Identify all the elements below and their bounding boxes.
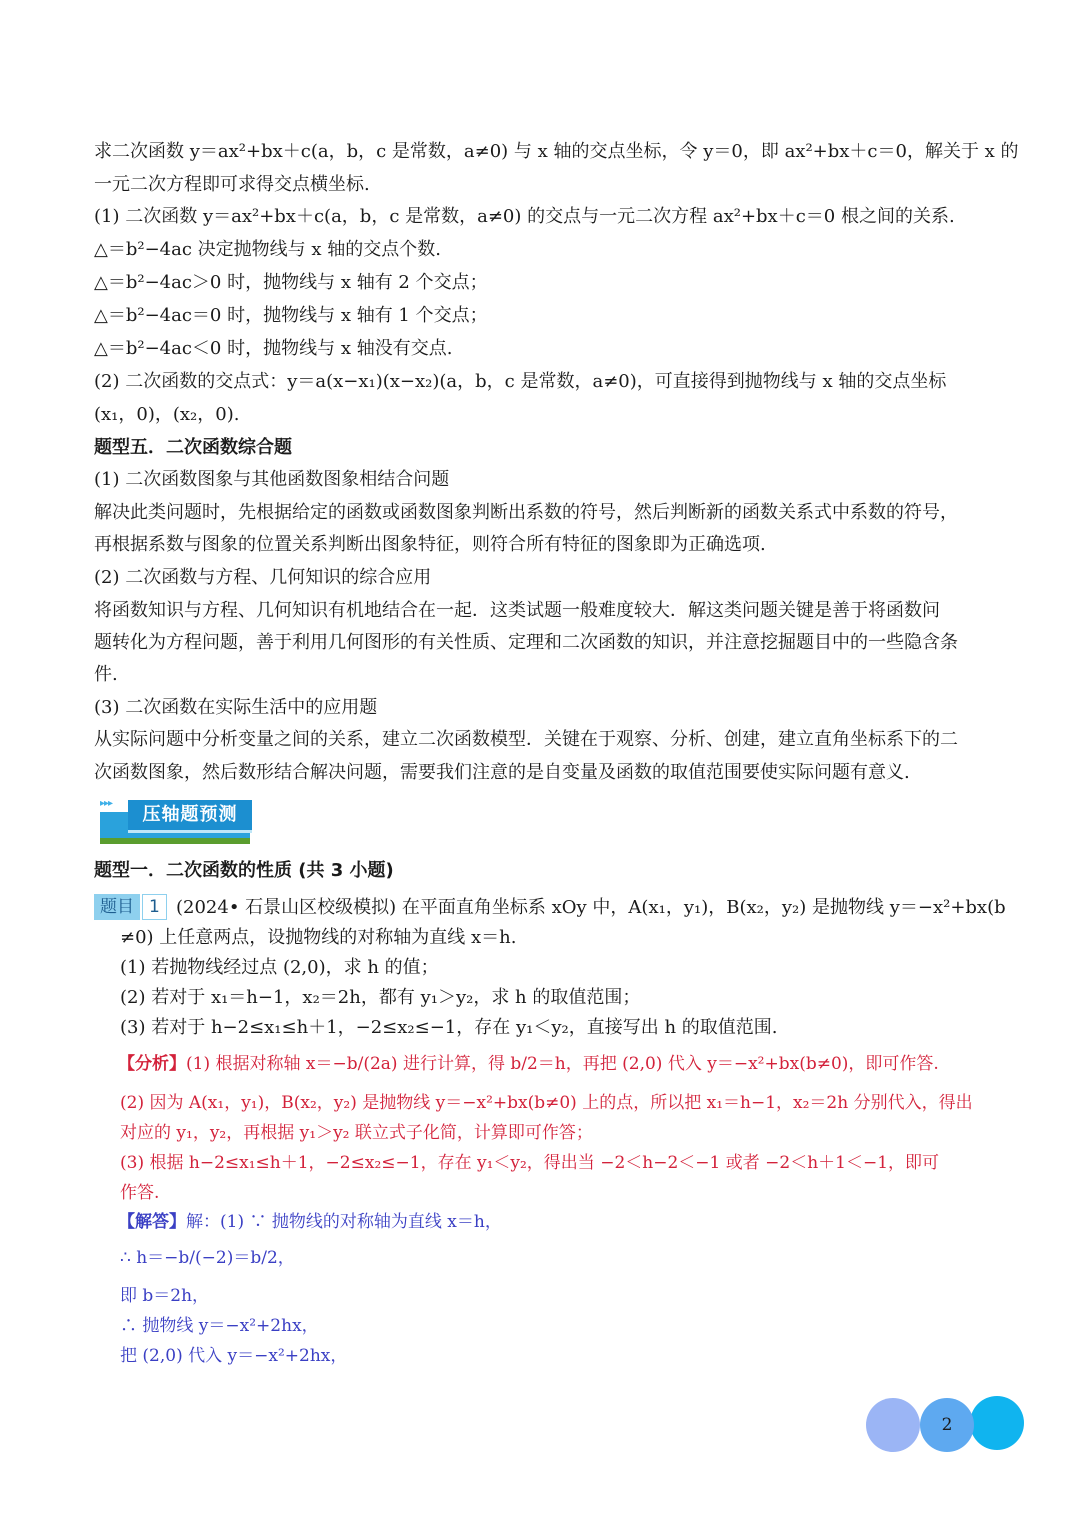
page-number-badge: [866, 1398, 1026, 1452]
question-line: (2) 若对于 x₁＝h−1，x₂＝2h，都有 y₁＞y₂，求 h 的取值范围；: [120, 987, 641, 1008]
section5-heading: 题型五．二次函数综合题: [94, 437, 292, 458]
intro-line-9: (x₁，0)，(x₂，0).: [94, 404, 240, 425]
arrow-icon: ▸▸▸: [100, 798, 113, 809]
analysis-line: (2) 因为 A(x₁，y₁)，B(x₂，y₂) 是抛物线 y＝−x²+bx(b≠0) 上的点，所以把 x₁＝h−1，x₂＝2h 分别代入，得出: [120, 1093, 973, 1113]
solution-line: ∴ 抛物线 y＝−x²+2hx，: [120, 1316, 319, 1336]
intro-line-4: △＝b²−4ac 决定抛物线与 x 轴的交点个数.: [94, 239, 441, 260]
solution-line: 即 b＝2h，: [120, 1286, 210, 1306]
solution-tag: 【解答】: [118, 1212, 186, 1232]
section5-line: (2) 二次函数与方程、几何知识的综合应用: [94, 567, 432, 588]
analysis-text: (1) 根据对称轴 x＝−b/(2a) 进行计算，得 b/2＝h，再把 (2,0) 代入 y＝−x²+bx(b≠0)，即可作答.: [186, 1054, 939, 1074]
section1-heading: 题型一．二次函数的性质 (共 3 小题): [94, 860, 394, 881]
analysis-line: [118, 1051, 939, 1077]
section5-line: 次函数图象，然后数形结合解决问题，需要我们注意的是自变量及函数的取值范围要使实际问题有意义.: [94, 762, 910, 783]
question-line: ≠0) 上任意两点，设抛物线的对称轴为直线 x＝h.: [120, 927, 517, 948]
intro-line-5: △＝b²−4ac＞0 时，抛物线与 x 轴有 2 个交点；: [94, 272, 488, 293]
banner-label: 压轴题预测: [128, 800, 252, 833]
question-number: 1: [142, 894, 167, 920]
section5-line: (3) 二次函数在实际生活中的应用题: [94, 697, 378, 718]
intro-line-6: △＝b²−4ac＝0 时，抛物线与 x 轴有 1 个交点；: [94, 305, 488, 326]
analysis-line: 作答.: [120, 1183, 160, 1203]
question-tag: [94, 894, 167, 920]
page-circle-left: [866, 1398, 920, 1452]
page-circle-right: [970, 1396, 1024, 1450]
question-line: (3) 若对于 h−2≤x₁≤h＋1，−2≤x₂≤−1，存在 y₁＜y₂，直接写出 h 的取值范围.: [120, 1017, 778, 1038]
section5-line: 解决此类问题时，先根据给定的函数或函数图象判断出系数的符号，然后判断新的函数关系式中系数的符号，: [94, 502, 958, 523]
solution-line: ∴ h＝−b/(−2)＝b/2，: [120, 1248, 295, 1268]
section5-line: 从实际问题中分析变量之间的关系，建立二次函数模型．关键在于观察、分析、创建，建立直角坐标系下的二: [94, 729, 958, 750]
solution-text: 解：(1) ∵ 抛物线的对称轴为直线 x＝h，: [186, 1212, 502, 1232]
analysis-line: (3) 根据 h−2≤x₁≤h＋1，−2≤x₂≤−1，存在 y₁＜y₂，得出当 −2＜h−2＜−1 或者 −2＜h＋1＜−1，即可: [120, 1153, 940, 1173]
section-banner: [100, 800, 256, 842]
intro-line-8: (2) 二次函数的交点式：y＝a(x−x₁)(x−x₂)(a，b，c 是常数，a≠0)，可直接得到抛物线与 x 轴的交点坐标: [94, 371, 947, 392]
question-line: (2024• 石景山区校级模拟) 在平面直角坐标系 xOy 中，A(x₁，y₁)，B(x₂，y₂) 是抛物线 y＝−x²+bx(b: [176, 897, 1006, 918]
question-tag-label: 题目: [94, 894, 140, 920]
question-line: (1) 若抛物线经过点 (2,0)，求 h 的值；: [120, 957, 439, 978]
section5-line: 将函数知识与方程、几何知识有机地结合在一起．这类试题一般难度较大．解这类问题关键是善于将函数问: [94, 600, 940, 621]
analysis-line: 对应的 y₁，y₂，再根据 y₁＞y₂ 联立式子化简，计算即可作答；: [120, 1123, 593, 1143]
analysis-tag: 【分析】: [118, 1054, 186, 1074]
section5-line: 再根据系数与图象的位置关系判断出图象特征，则符合所有特征的图象即为正确选项.: [94, 534, 766, 555]
intro-line-3: (1) 二次函数 y＝ax²+bx＋c(a，b，c 是常数，a≠0) 的交点与一元二次方程 ax²+bx＋c＝0 根之间的关系.: [94, 206, 955, 227]
solution-line: [118, 1209, 502, 1235]
section5-line: 件.: [94, 664, 118, 685]
section5-line: (1) 二次函数图象与其他函数图象相结合问题: [94, 469, 450, 490]
intro-line-7: △＝b²−4ac＜0 时，抛物线与 x 轴没有交点.: [94, 338, 453, 359]
intro-line-2: 一元二次方程即可求得交点横坐标.: [94, 174, 370, 195]
page-number: 2: [920, 1398, 974, 1452]
section5-line: 题转化为方程问题，善于利用几何图形的有关性质、定理和二次函数的知识，并注意挖掘题目中的一些隐含条: [94, 632, 958, 653]
solution-line: 把 (2,0) 代入 y＝−x²+2hx，: [120, 1346, 348, 1366]
intro-line-1: 求二次函数 y＝ax²+bx＋c(a，b，c 是常数，a≠0) 与 x 轴的交点坐标，令 y＝0，即 ax²+bx＋c＝0，解关于 x 的: [94, 141, 1019, 162]
